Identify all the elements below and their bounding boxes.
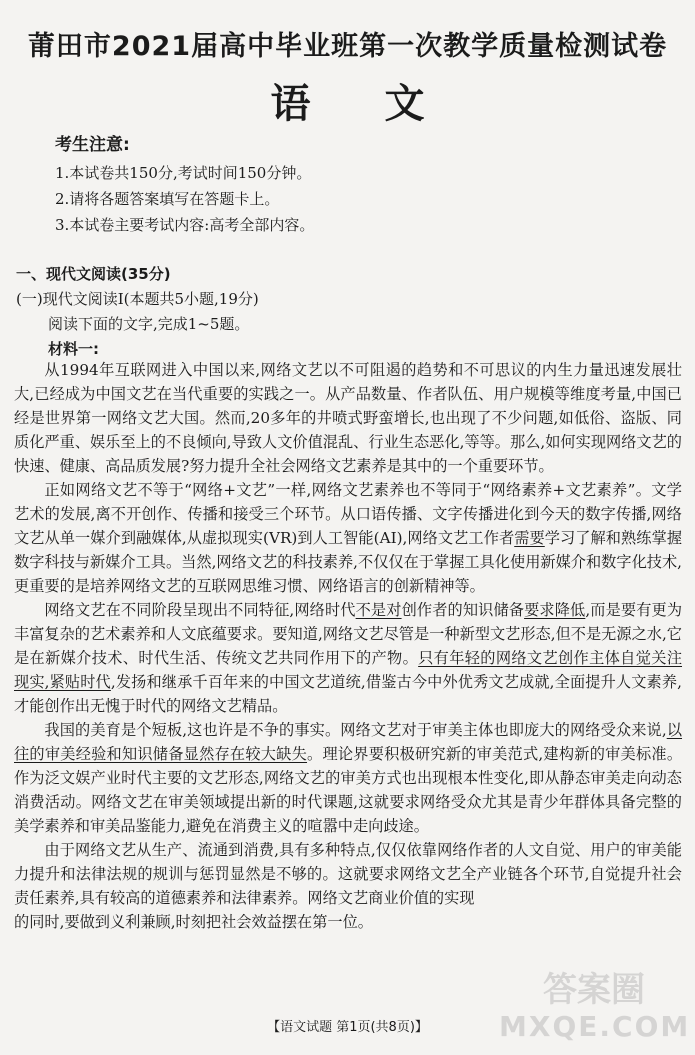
- text-run: 从1994年互联网进入中国以来,网络文艺以不可阻遏的趋势和不可思议的内生力量迅速发展壮大,已经成为中国文艺在当代重要的实践之一。从产品数量、作者队伍、用户规模等维度考量,中国已经是世界第一网络文艺大国。然而,20多年的井喷式野蛮增长,也出现了不少问题,如低俗、盗版、同质化严重、娱乐至上的不良倾向,导致人文价值混乱、行业生态恶化,等等。那么,如何实现网络文艺的快速、健康、高品质发展?努力提升全社会网络文艺素养是其中的一个重要环节。: [14, 361, 682, 475]
- underlined-text: 需要: [514, 529, 545, 547]
- exam-title: 莆田市2021届高中毕业班第一次教学质量检测试卷: [27, 31, 668, 62]
- paragraph: [14, 358, 682, 478]
- paragraph: [14, 478, 682, 598]
- text-run: ,发扬和继承千百年来的中国文艺道统,借鉴古今中外优秀文艺成就,全面提升人文素养,才能创作出无愧于时代的网络文艺精品。: [14, 673, 683, 715]
- watermark-text: 答案圈: [543, 970, 645, 1010]
- notice-heading: 考生注意:: [55, 135, 130, 155]
- text-run: 业价值的实现: [383, 889, 475, 907]
- underlined-text: 不是对: [355, 601, 402, 619]
- text-run: 。理论界要积极研究新的审美范式,建构新的审美标准。作为泛文娱产业时代主要的文艺形态,网络文艺的审美方式也出现根本性变化,即从静态审美走向动态消费活动。网络文艺在审美领域提出新的时代课题,这就要求网络受众尤其是青少年群体具备完整的美学素养和审美品鉴能力,避免在消费主义的喧嚣中走向歧途。: [14, 745, 683, 835]
- section-header: [16, 262, 259, 362]
- notice-item: 2.请将各题答案填写在答题卡上。: [55, 190, 280, 208]
- article-body: [14, 358, 682, 934]
- paragraph: [14, 598, 682, 718]
- paragraph: [14, 718, 682, 838]
- paragraph: [14, 838, 682, 910]
- part-heading: 一、现代文阅读(35分): [16, 265, 171, 283]
- underlined-text: 要求降低: [524, 601, 586, 619]
- notice-item: 3.本试卷主要考试内容:高考全部内容。: [55, 216, 315, 234]
- sub-heading: (一)现代文阅读Ⅰ(本题共5小题,19分): [16, 290, 259, 308]
- text-run: 创作者的知识储备: [401, 601, 525, 619]
- subject-title: 语 文: [270, 81, 425, 127]
- text-run: 正如网络文艺不等于“网络+文艺”一样,网络文艺素养也不等同于“网络素养+文艺素养”。文学艺术的发展,离不开创作、传播和接受三个环节。从口语传播、文字传播进化到今天的数字传播,网络文艺从单一媒介到融媒体,从虚拟现实(VR)到人工智能(AI),网络文艺工作者: [14, 481, 682, 547]
- text-run: 由于网络文艺从生产、流通到消费,具有多种特点,仅仅依靠网络作者的人文自觉、用户的审美能力提升和法律法规的规训与惩罚显然是不够的。这就要求网络文艺全产业链各个环节,自觉提升社会责任素养,具有较高的道德素养和法律素养。网络文艺商: [14, 841, 682, 907]
- text-run: 学习了解和熟练掌握数字科技与新媒介工具。当然,网络文艺的科技素养,不仅仅在于掌握工具化使用新媒介和数字化技术,更重要的是培养网络文艺的互联网思维习惯、网络语言的创新精神等。: [14, 529, 683, 595]
- notice-item: 1.本试卷共150分,考试时间150分钟。: [55, 164, 312, 182]
- underlined-text: 以往的审美经验和知识储备显然存在较大缺失: [14, 721, 683, 763]
- text-run: 我国的美育是个短板,这也许是不争的事实。网络文艺对于审美主体也即庞大的网络受众来说,: [44, 721, 667, 739]
- text-run: 网络文艺在不同阶段呈现出不同特征,网络时代: [44, 601, 356, 619]
- paragraph: [14, 910, 682, 934]
- page-footer: 【语文试题 第1页(共8页)】: [267, 1020, 428, 1035]
- notice-block: [55, 132, 314, 238]
- instruction: 阅读下面的文字,完成1~5题。: [48, 315, 250, 333]
- text-run: 的同时,要做到义利兼顾,时刻把社会效益摆在第一位。: [14, 913, 373, 931]
- watermark-logo: [499, 962, 689, 1052]
- text-run: ,而是要有更为丰富复杂的艺术素养和人文底蕴要求。要知道,网络文艺尽管是一种新型文艺形态,但不是无源之水,它是在新媒介技术、时代生活、传统文艺共同作用下的产物。: [14, 601, 683, 667]
- watermark-url: MXQE.COM: [499, 1010, 691, 1043]
- material-label: 材料一:: [48, 340, 99, 358]
- underlined-text: 只有年轻的网络文艺创作主体自觉关注现实,紧贴时代: [14, 649, 683, 691]
